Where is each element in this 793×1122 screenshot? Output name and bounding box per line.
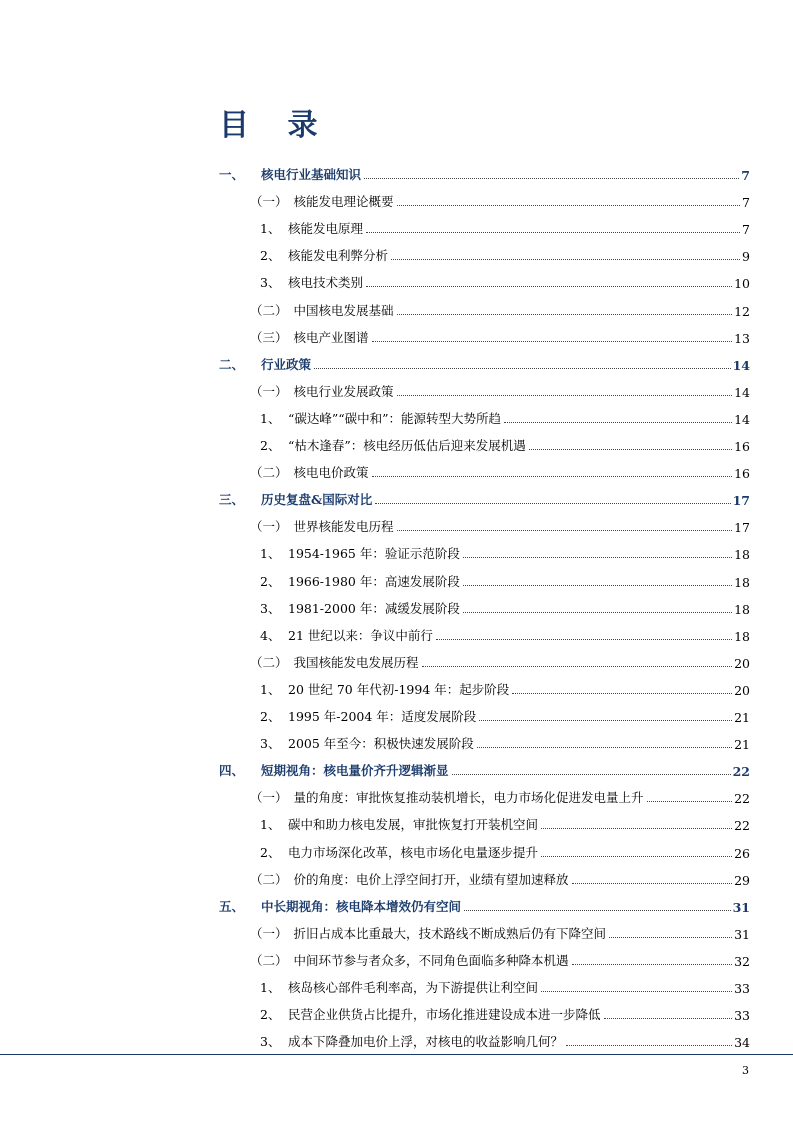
toc-entry-page: 32 bbox=[734, 953, 750, 969]
toc-leader-dots bbox=[609, 937, 732, 938]
toc-entry-page: 34 bbox=[734, 1035, 750, 1051]
toc-entry-title: 核电技术类别 bbox=[288, 275, 364, 291]
toc-entry-number: 2、 bbox=[260, 248, 281, 264]
toc-entry-page: 33 bbox=[734, 1008, 750, 1024]
toc-entry-page: 21 bbox=[734, 710, 750, 725]
toc-leader-dots bbox=[541, 828, 732, 829]
toc-leader-dots bbox=[512, 693, 732, 694]
toc-leader-dots bbox=[541, 856, 732, 857]
toc-entry[interactable] bbox=[260, 432, 750, 454]
toc-entry-title: 中间环节参与者众多，不同角色面临多种降本机遇 bbox=[293, 952, 569, 968]
toc-entry[interactable] bbox=[260, 974, 750, 996]
toc-leader-dots bbox=[391, 259, 740, 260]
toc-leader-dots bbox=[366, 286, 732, 287]
toc-leader-dots bbox=[436, 639, 732, 640]
toc-entry[interactable] bbox=[260, 1001, 750, 1023]
toc-leader-dots bbox=[397, 205, 741, 206]
toc-entry-number: 一、 bbox=[219, 167, 245, 182]
toc-entry-title: 核能发电利弊分析 bbox=[288, 248, 389, 264]
toc-entry-page: 20 bbox=[734, 655, 750, 671]
toc-entry-number: （二） bbox=[250, 654, 288, 670]
toc-entry-number: （二） bbox=[250, 871, 288, 887]
toc-leader-dots bbox=[397, 530, 733, 531]
toc-entry-number: 2、 bbox=[260, 709, 281, 724]
toc-entry-page: 13 bbox=[734, 330, 750, 346]
toc-entry-title: 核能发电理论概要 bbox=[293, 194, 394, 210]
toc-entry-page: 29 bbox=[734, 872, 750, 888]
toc-entry-title: 1966-1980 年：高速发展阶段 bbox=[288, 573, 460, 589]
toc-leader-dots bbox=[366, 232, 740, 233]
toc-entry-title: “枯木逢春”：核电经历低估后迎来发展机遇 bbox=[288, 438, 526, 453]
toc-leader-dots bbox=[647, 801, 733, 802]
toc-entry-title: 行业政策 bbox=[261, 356, 312, 372]
toc-entry-number: 1、 bbox=[260, 221, 281, 237]
toc-entry-number: （一） bbox=[250, 790, 288, 806]
toc-entry[interactable] bbox=[250, 784, 750, 806]
toc-entry[interactable] bbox=[260, 1028, 750, 1050]
toc-entry-title: 历史复盘&国际对比 bbox=[261, 492, 373, 508]
toc-leader-dots bbox=[372, 476, 733, 477]
toc-entry-title: 短期视角：核电量价齐升逻辑渐显 bbox=[261, 763, 449, 779]
toc-entry-page: 22 bbox=[734, 818, 750, 834]
toc-entry-page: 16 bbox=[734, 466, 750, 482]
toc-entry-title: 核电产业图谱 bbox=[293, 329, 369, 345]
toc-entry[interactable] bbox=[250, 297, 750, 319]
toc-entry-page: 16 bbox=[734, 439, 750, 454]
toc-entry[interactable] bbox=[250, 378, 750, 400]
toc-entry-title: 核能发电原理 bbox=[288, 221, 364, 237]
toc-entry-page: 33 bbox=[734, 981, 750, 996]
toc-entry[interactable] bbox=[219, 757, 750, 779]
toc-entry-number: （一） bbox=[250, 194, 288, 210]
toc-entry[interactable] bbox=[250, 188, 750, 210]
toc-leader-dots bbox=[504, 422, 732, 423]
toc-entry-title: 2005 年至今：积极快速发展阶段 bbox=[288, 736, 474, 752]
toc-entry-title: 我国核能发电发展历程 bbox=[293, 654, 419, 670]
toc-entry[interactable] bbox=[260, 622, 750, 644]
toc-entry[interactable] bbox=[260, 595, 750, 617]
toc-entry-number: 1、 bbox=[260, 817, 281, 833]
toc-entry-title: 世界核能发电历程 bbox=[293, 519, 394, 535]
toc-entry-page: 9 bbox=[742, 249, 750, 265]
toc-entry[interactable] bbox=[250, 947, 750, 969]
toc-entry[interactable] bbox=[250, 513, 750, 535]
toc-entry-page: 21 bbox=[734, 737, 750, 753]
toc-leader-dots bbox=[375, 503, 730, 504]
toc-entry-number: （二） bbox=[250, 465, 288, 481]
toc-leader-dots bbox=[572, 964, 733, 965]
toc-leader-dots bbox=[477, 747, 732, 748]
toc-entry[interactable] bbox=[260, 540, 750, 562]
toc-entry[interactable] bbox=[250, 649, 750, 671]
toc-entry[interactable] bbox=[250, 324, 750, 346]
toc-entry[interactable] bbox=[250, 866, 750, 888]
toc-entry[interactable] bbox=[219, 161, 750, 183]
toc-leader-dots bbox=[372, 341, 733, 342]
toc-entry-page: 14 bbox=[734, 384, 750, 400]
toc-entry-page: 22 bbox=[734, 791, 750, 807]
footer-divider bbox=[0, 1054, 793, 1055]
toc-entry-title: 1981-2000 年：减缓发展阶段 bbox=[288, 600, 460, 616]
toc-entry-title: 电力市场深化改革，核电市场化电量逐步提升 bbox=[288, 844, 539, 860]
toc-entry[interactable] bbox=[260, 568, 750, 590]
toc-entry-number: 四、 bbox=[219, 763, 245, 779]
toc-leader-dots bbox=[314, 368, 731, 369]
toc-entry-number: 2、 bbox=[260, 573, 281, 589]
toc-entry-number: （二） bbox=[250, 302, 288, 318]
toc-entry-number: （一） bbox=[250, 925, 288, 941]
toc-entry[interactable] bbox=[260, 730, 750, 752]
toc-entry[interactable] bbox=[260, 269, 750, 291]
toc-entry-page: 7 bbox=[742, 195, 750, 211]
toc-leader-dots bbox=[463, 612, 732, 613]
toc-entry-number: （一） bbox=[250, 383, 288, 399]
toc-entry[interactable] bbox=[260, 703, 750, 725]
toc-leader-dots bbox=[529, 449, 732, 450]
toc-entry-number: （三） bbox=[250, 329, 288, 345]
toc-entry[interactable] bbox=[219, 893, 750, 915]
toc-entry-number: 2、 bbox=[260, 844, 281, 860]
page-number: 3 bbox=[742, 1064, 749, 1077]
toc-entry[interactable] bbox=[260, 811, 750, 833]
toc-entry-number: 2、 bbox=[260, 1007, 281, 1023]
toc-entry-number: 3、 bbox=[260, 1034, 281, 1050]
toc-entry-number: 二、 bbox=[219, 356, 245, 372]
toc-entry-number: 3、 bbox=[260, 600, 281, 616]
toc-leader-dots bbox=[452, 774, 731, 775]
toc-entry-title: 成本下降叠加电价上浮，对核电的收益影响几何？ bbox=[288, 1034, 564, 1050]
toc-entry-page: 20 bbox=[734, 682, 750, 698]
toc-entry-title: 核岛核心部件毛利率高，为下游提供让利空间 bbox=[288, 980, 539, 995]
toc-entry-title: “碳达峰”“碳中和”：能源转型大势所趋 bbox=[288, 410, 502, 426]
toc-entry-title: 核电电价政策 bbox=[293, 465, 369, 481]
toc-entry-page: 17 bbox=[734, 520, 750, 536]
toc-entry[interactable] bbox=[219, 486, 750, 508]
toc-entry-title: 1954-1965 年：验证示范阶段 bbox=[288, 546, 460, 562]
toc-entry-title: 价的角度：电价上浮空间打开，业绩有望加速释放 bbox=[293, 871, 569, 887]
toc-entry[interactable] bbox=[250, 459, 750, 481]
toc-entry-title: 折旧占成本比重最大，技术路线不断成熟后仍有下降空间 bbox=[293, 925, 607, 941]
toc-entry-title: 1995 年-2004 年：适度发展阶段 bbox=[288, 709, 477, 724]
toc-entry-title: 21 世纪以来：争议中前行 bbox=[288, 627, 433, 643]
toc-entry-page: 7 bbox=[742, 222, 750, 238]
toc-leader-dots bbox=[463, 585, 732, 586]
toc-leader-dots bbox=[479, 720, 732, 721]
toc-entry-title: 中国核电发展基础 bbox=[293, 302, 394, 318]
toc-entry-page: 31 bbox=[734, 926, 750, 942]
toc-leader-dots bbox=[464, 910, 731, 911]
toc-entry[interactable] bbox=[219, 351, 750, 373]
page-title: 目 录 bbox=[219, 108, 332, 143]
toc-entry-number: （二） bbox=[250, 952, 288, 968]
toc-entry[interactable] bbox=[260, 215, 750, 237]
toc-entry-page: 14 bbox=[732, 357, 750, 373]
toc-entry-page: 14 bbox=[734, 411, 750, 427]
toc-entry-number: 1、 bbox=[260, 980, 281, 995]
toc-entry-number: 1、 bbox=[260, 410, 281, 426]
toc-entry-page: 18 bbox=[734, 601, 750, 617]
toc-entry[interactable] bbox=[250, 920, 750, 942]
toc-entry-page: 12 bbox=[734, 303, 750, 319]
toc-entry-number: （一） bbox=[250, 519, 288, 535]
toc-entry[interactable] bbox=[260, 839, 750, 861]
toc-entry-title: 核电行业基础知识 bbox=[261, 167, 362, 182]
toc-leader-dots bbox=[541, 991, 732, 992]
toc-entry-page: 10 bbox=[734, 276, 750, 292]
toc-leader-dots bbox=[397, 314, 733, 315]
toc-entry-number: 3、 bbox=[260, 275, 281, 291]
toc-leader-dots bbox=[604, 1018, 733, 1019]
toc-entry-title: 民营企业供货占比提升，市场化推进建设成本进一步降低 bbox=[288, 1007, 601, 1023]
toc-entry-page: 18 bbox=[734, 574, 750, 590]
toc-leader-dots bbox=[397, 395, 733, 396]
toc-entry-number: 2、 bbox=[260, 438, 281, 453]
toc-entry[interactable] bbox=[260, 405, 750, 427]
toc-entry-number: 3、 bbox=[260, 736, 281, 752]
toc-entry-page: 18 bbox=[734, 628, 750, 644]
toc-entry-number: 4、 bbox=[260, 627, 281, 643]
toc-entry-number: 1、 bbox=[260, 546, 281, 562]
toc-entry-number: 五、 bbox=[219, 898, 245, 914]
toc-entry-page: 18 bbox=[734, 547, 750, 563]
toc-leader-dots bbox=[572, 883, 733, 884]
toc-entry-page: 31 bbox=[732, 899, 750, 915]
toc-entry-title: 量的角度：审批恢复推动装机增长，电力市场化促进发电量上升 bbox=[293, 790, 644, 806]
toc-entry-number: 1、 bbox=[260, 681, 281, 697]
toc-entry-title: 20 世纪 70 年代初-1994 年：起步阶段 bbox=[288, 681, 510, 697]
toc-leader-dots bbox=[566, 1045, 732, 1046]
toc-entry-title: 核电行业发展政策 bbox=[293, 383, 394, 399]
toc-entry-page: 7 bbox=[741, 168, 750, 183]
toc-leader-dots bbox=[422, 666, 733, 667]
toc-entry-title: 碳中和助力核电发展，审批恢复打开装机空间 bbox=[288, 817, 539, 833]
toc-entry-page: 26 bbox=[734, 845, 750, 861]
toc-entry-number: 三、 bbox=[219, 492, 245, 508]
toc-leader-dots bbox=[364, 178, 739, 179]
toc-entry-page: 17 bbox=[732, 493, 750, 509]
toc-entry-title: 中长期视角：核电降本增效仍有空间 bbox=[261, 898, 462, 914]
toc-entry[interactable] bbox=[260, 676, 750, 698]
toc-entry[interactable] bbox=[260, 242, 750, 264]
toc-leader-dots bbox=[463, 557, 732, 558]
toc-entry-page: 22 bbox=[732, 764, 750, 780]
